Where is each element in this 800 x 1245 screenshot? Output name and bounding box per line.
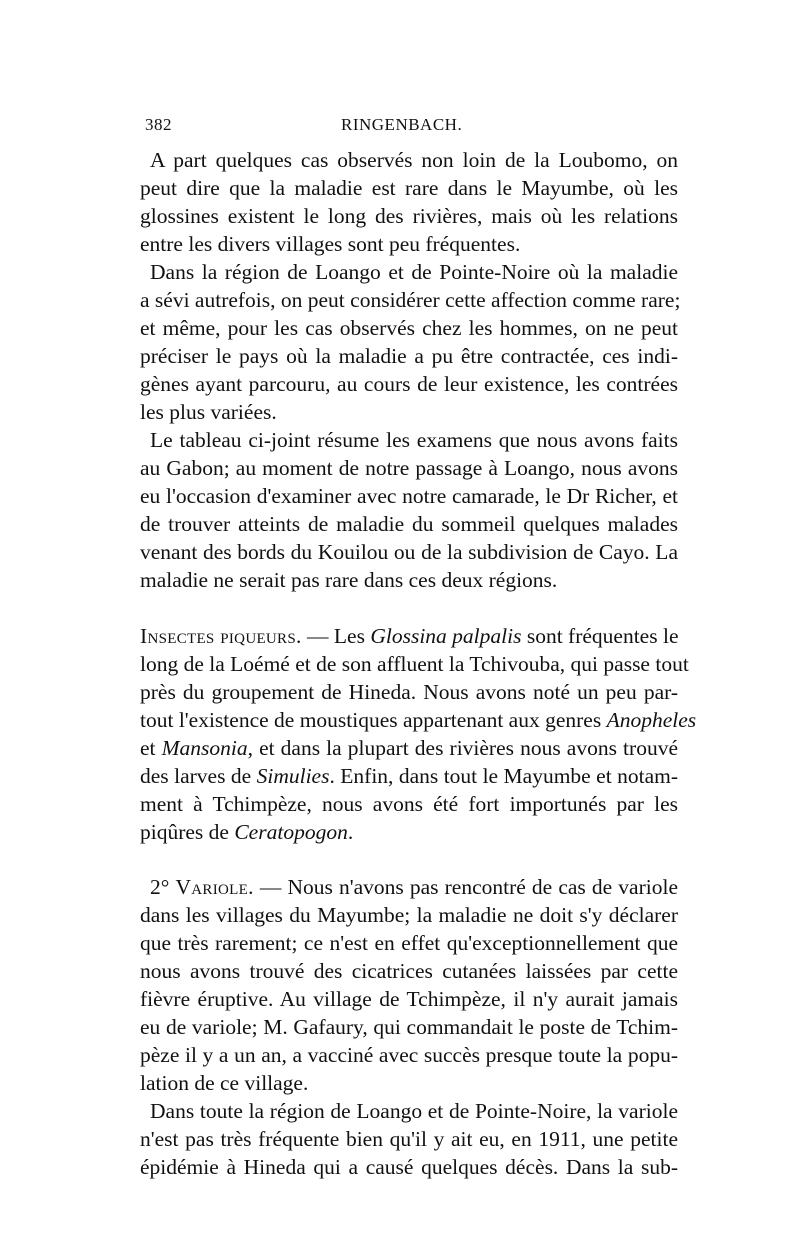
text-line: A part quelques cas observés non loin de la Loubomo, on bbox=[150, 148, 678, 172]
paragraph-loango bbox=[140, 258, 681, 426]
text-line: glossines existent le long des rivières, mais où les relations bbox=[140, 204, 678, 228]
text-line: de trouver atteints de maladie du sommeil quelques malades bbox=[140, 512, 678, 536]
running-title: RINGENBACH. bbox=[341, 115, 463, 134]
inline-text: , et dans la plupart des rivières nous avons trouvé bbox=[247, 736, 678, 760]
inline-text: des larves de bbox=[140, 764, 257, 788]
text-line: au Gabon; au moment de notre passage à Loango, nous avons bbox=[140, 456, 678, 480]
text-line bbox=[140, 706, 697, 734]
text-line: épidémie à Hineda qui a causé quelques décès. Dans la sub- bbox=[140, 1155, 678, 1179]
text-line: pèze il y a un an, a vacciné avec succès presque toute la popu- bbox=[140, 1043, 678, 1067]
text-line bbox=[140, 873, 678, 901]
inline-text: sont fréquentes le bbox=[521, 624, 679, 648]
section-variole bbox=[140, 873, 678, 1097]
paragraph-loango-variole bbox=[140, 1097, 678, 1181]
inline-text: — Nous n'avons pas rencontré de cas de variole bbox=[253, 875, 678, 899]
text-line: fièvre éruptive. Au village de Tchimpèze, il n'y aurait jamais bbox=[140, 987, 678, 1011]
text-line: peut dire que la maladie est rare dans le Mayumbe, où les bbox=[140, 176, 678, 200]
genus-name: Anopheles bbox=[606, 708, 697, 732]
text-line: eu l'occasion d'examiner avec notre camarade, le Dr Richer, et bbox=[140, 484, 678, 508]
inline-text: et bbox=[140, 736, 162, 760]
page-header bbox=[145, 115, 675, 141]
text-line: n'est pas très fréquente bien qu'il y ait eu, en 1911, une petite bbox=[140, 1127, 678, 1151]
text-line: préciser le pays où la maladie a pu être contractée, ces indi- bbox=[140, 344, 678, 368]
species-name: Glossina palpalis bbox=[370, 624, 522, 648]
text-line: ment à Tchimpèze, nous avons été fort importunés par les bbox=[140, 792, 678, 816]
section-heading-insectes: Insectes piqueurs. bbox=[140, 624, 302, 648]
text-line: gènes ayant parcouru, au cours de leur existence, les contrées bbox=[140, 372, 678, 396]
paragraph-loubomo bbox=[140, 146, 678, 258]
inline-text: . Enfin, dans tout le Mayumbe et notam- bbox=[329, 764, 679, 788]
inline-text: piqûres de bbox=[140, 820, 235, 844]
genus-name: Simulies bbox=[256, 764, 330, 788]
text-line: Le tableau ci-joint résume les examens que nous avons faits bbox=[150, 428, 678, 452]
text-line: a sévi autrefois, on peut considérer cette affection comme rare; bbox=[140, 288, 681, 312]
text-line bbox=[140, 762, 678, 790]
text-line: les plus variées. bbox=[140, 400, 277, 424]
inline-text: — Les bbox=[301, 624, 371, 648]
text-line: venant des bords du Kouilou ou de la subdivision de Cayo. La bbox=[140, 540, 678, 564]
body-text bbox=[140, 146, 697, 1181]
text-line: nous avons trouvé des cicatrices cutanées laissées par cette bbox=[140, 959, 678, 983]
page-number: 382 bbox=[145, 115, 172, 134]
genus-name: Ceratopogon bbox=[234, 820, 348, 844]
inline-text: tout l'existence de moustiques appartenant aux genres bbox=[140, 708, 607, 732]
section-insectes bbox=[140, 622, 697, 846]
text-line bbox=[140, 622, 678, 650]
genus-name: Mansonia bbox=[161, 736, 248, 760]
inline-text: . bbox=[347, 820, 354, 844]
text-line: près du groupement de Hineda. Nous avons noté un peu par- bbox=[140, 680, 678, 704]
text-line: lation de ce village. bbox=[140, 1071, 309, 1095]
text-line bbox=[140, 818, 678, 846]
text-line: Dans toute la région de Loango et de Pointe-Noire, la variole bbox=[150, 1099, 678, 1123]
text-line: dans les villages du Mayumbe; la maladie ne doit s'y déclarer bbox=[140, 903, 678, 927]
section-number: 2° bbox=[150, 875, 170, 899]
text-line: que très rarement; ce n'est en effet qu'exceptionnellement que bbox=[140, 931, 678, 955]
text-line: entre les divers villages sont peu fréquentes. bbox=[140, 232, 521, 256]
text-line: eu de variole; M. Gafaury, qui commandait le poste de Tchim- bbox=[140, 1015, 678, 1039]
text-line: Dans la région de Loango et de Pointe-Noire où la maladie bbox=[150, 260, 678, 284]
section-heading-variole: Variole. bbox=[175, 875, 254, 899]
text-line bbox=[140, 734, 678, 762]
text-line: et même, pour les cas observés chez les hommes, on ne peut bbox=[140, 316, 678, 340]
text-line: maladie ne serait pas rare dans ces deux régions. bbox=[140, 568, 558, 592]
paragraph-tableau bbox=[140, 426, 678, 594]
text-line: long de la Loémé et de son affluent la Tchivouba, qui passe tout bbox=[140, 652, 689, 676]
